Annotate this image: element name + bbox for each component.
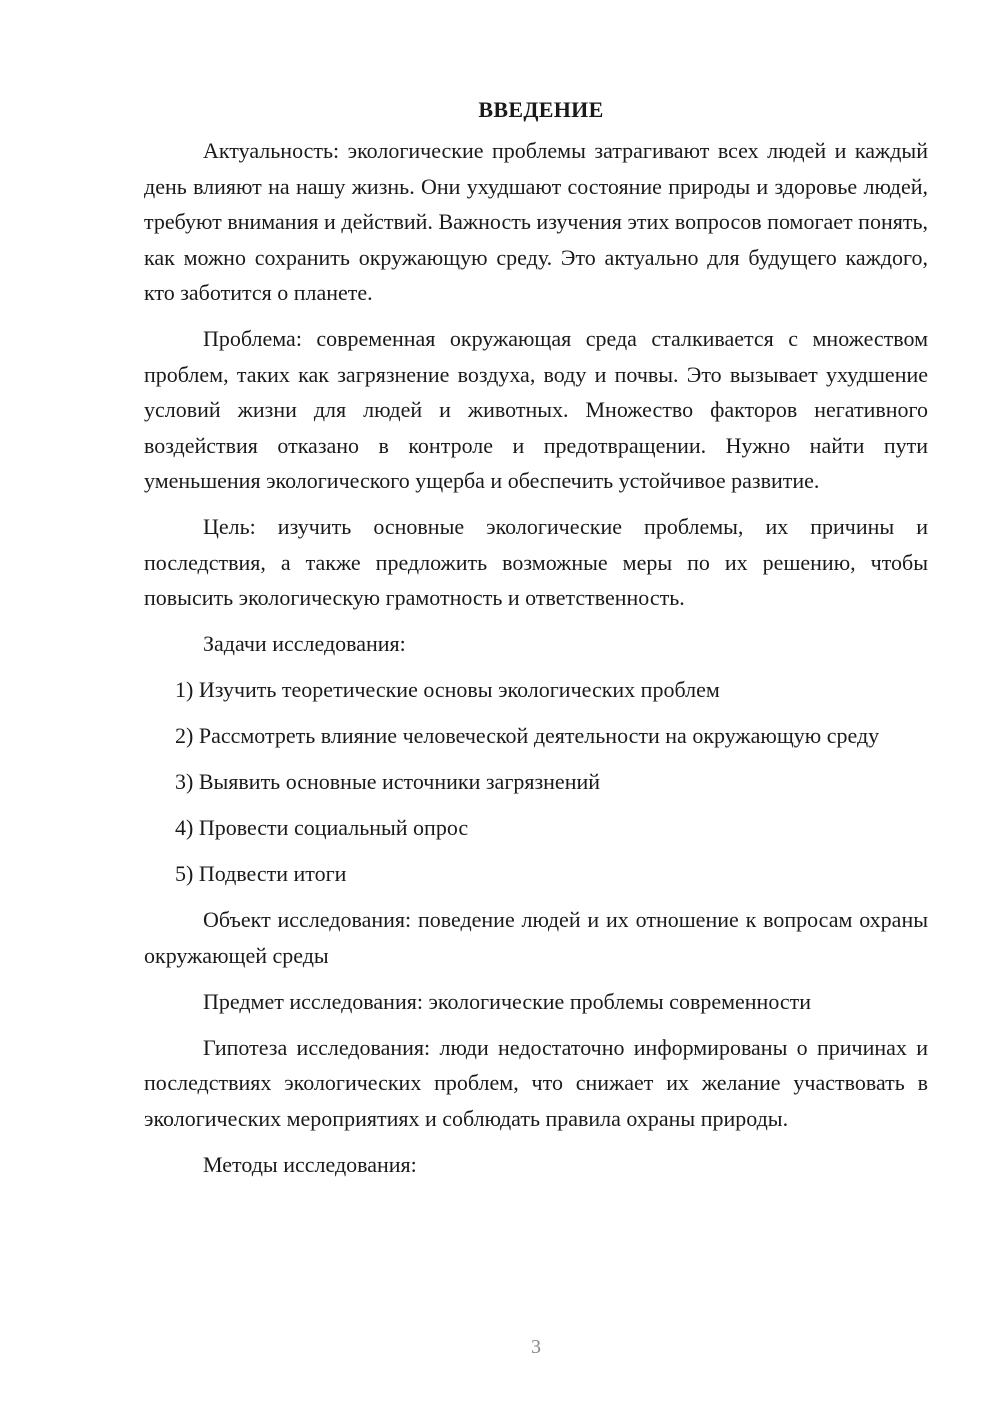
problem-paragraph: Проблема: современная окружающая среда сталкивается с множеством проблем, таких как загрязнение воздуха, воду и почвы. Это вызывает ухудшение условий жизни для людей и животных. Множество факторов негативного воздействия отказано в контроле и предотвращении. Нужно найти пути уменьшения экологического ущерба и обеспечить устойчивое развитие. bbox=[144, 326, 928, 493]
task-item-2 bbox=[144, 718, 928, 754]
subject-paragraph: Предмет исследования: экологические проблемы современности bbox=[203, 988, 812, 1014]
tasks-heading: Задачи исследования: bbox=[203, 631, 406, 656]
page-number: 3 bbox=[531, 1336, 541, 1358]
document-page bbox=[144, 96, 928, 1193]
task-number: 2) bbox=[175, 723, 194, 748]
hypothesis-paragraph: Гипотеза исследования: люди недостаточно информированы о причинах и последствиях экологических проблем, что снижает их желание участвовать в экологических мероприятиях и соблюдать правила охраны природы. bbox=[144, 1034, 928, 1131]
task-number: 4) bbox=[175, 815, 194, 840]
task-text: Подвести итоги bbox=[198, 861, 347, 886]
object-paragraph: Объект исследования: поведение людей и их отношение к вопросам охраны окружающей среды bbox=[144, 907, 928, 968]
task-text: Рассмотреть влияние человеческой деятельности на окружающую среду bbox=[198, 723, 880, 748]
methods-heading: Методы исследования: bbox=[203, 1151, 417, 1177]
task-text: Изучить теоретические основы экологических проблем bbox=[198, 677, 720, 702]
task-item-1 bbox=[144, 672, 928, 708]
goal-paragraph: Цель: изучить основные экологические проблемы, их причины и последствия, а также предложить возможные меры по их решению, чтобы повысить экологическую грамотность и ответственность. bbox=[144, 514, 928, 610]
section-title: ВВЕДЕНИЕ bbox=[478, 97, 604, 122]
task-number: 5) bbox=[175, 861, 194, 886]
task-number: 1) bbox=[175, 677, 194, 702]
relevance-paragraph: Актуальность: экологические проблемы затрагивают всех людей и каждый день влияют на нашу жизнь. Они ухудшают состояние природы и здоровье людей, требуют внимания и действий. Важность изучения этих вопросов помогает понять, как можно сохранить окружающую среду. Это актуально для будущего каждого, кто заботится о планете. bbox=[144, 138, 928, 305]
task-text: Провести социальный опрос bbox=[198, 815, 469, 840]
task-item-5 bbox=[144, 856, 928, 892]
task-item-4 bbox=[144, 810, 928, 846]
task-item-3 bbox=[144, 764, 928, 800]
task-text: Выявить основные источники загрязнений bbox=[198, 769, 601, 794]
task-number: 3) bbox=[175, 769, 194, 794]
